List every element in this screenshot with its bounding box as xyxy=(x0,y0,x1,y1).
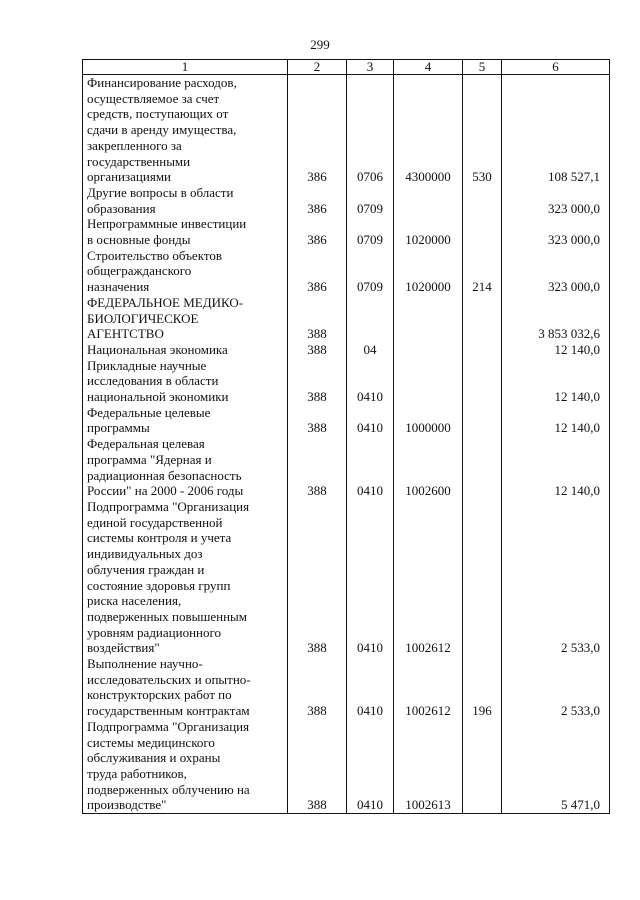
ministry-code-cell: 388 xyxy=(288,499,347,656)
row-name-cell: Федеральная целевая программа "Ядерная и радиационная безопасность России" на 2000 - 2006 годы xyxy=(83,436,288,499)
budget-table xyxy=(82,59,610,814)
column-header-2: 2 xyxy=(288,60,347,75)
section-code-cell: 0410 xyxy=(347,499,394,656)
target-item-cell: 1020000 xyxy=(394,216,463,247)
expense-type-cell: 196 xyxy=(463,656,502,719)
amount-cell: 12 140,0 xyxy=(502,436,610,499)
page-number: 299 xyxy=(310,37,330,52)
column-header-6: 6 xyxy=(502,60,610,75)
expense-type-cell: 530 xyxy=(463,75,502,185)
table-row xyxy=(83,75,610,185)
section-code-cell: 0410 xyxy=(347,656,394,719)
row-name-cell: Национальная экономика xyxy=(83,342,288,358)
section-code-cell: 0410 xyxy=(347,436,394,499)
row-name-cell: Подпрограмма "Организация единой государственной системы контроля и учета индивидуальных доз облучения граждан и состояние здоровья групп риска населения, подверженных повышенным уровням радиационного воздействия" xyxy=(83,499,288,656)
section-code-cell: 0709 xyxy=(347,185,394,216)
expense-type-cell xyxy=(463,436,502,499)
section-code-cell xyxy=(347,295,394,342)
section-code-cell: 0410 xyxy=(347,719,394,814)
amount-cell: 323 000,0 xyxy=(502,185,610,216)
table-row xyxy=(83,295,610,342)
ministry-code-cell: 388 xyxy=(288,719,347,814)
table-row xyxy=(83,185,610,216)
column-header-3: 3 xyxy=(347,60,394,75)
row-name-cell: Другие вопросы в области образования xyxy=(83,185,288,216)
section-code-cell: 04 xyxy=(347,342,394,358)
target-item-cell xyxy=(394,295,463,342)
ministry-code-cell: 388 xyxy=(288,405,347,436)
ministry-code-cell: 388 xyxy=(288,436,347,499)
target-item-cell: 1002612 xyxy=(394,499,463,656)
table-row xyxy=(83,216,610,247)
section-code-cell: 0706 xyxy=(347,75,394,185)
expense-type-cell: 214 xyxy=(463,248,502,295)
ministry-code-cell: 386 xyxy=(288,248,347,295)
amount-cell: 5 471,0 xyxy=(502,719,610,814)
row-name-cell: Непрограммные инвестиции в основные фонды xyxy=(83,216,288,247)
table-row xyxy=(83,719,610,814)
table-row xyxy=(83,499,610,656)
ministry-code-cell: 386 xyxy=(288,185,347,216)
row-name-cell: ФЕДЕРАЛЬНОЕ МЕДИКО- БИОЛОГИЧЕСКОЕ АГЕНТСТВО xyxy=(83,295,288,342)
expense-type-cell xyxy=(463,342,502,358)
table-row xyxy=(83,342,610,358)
expense-type-cell xyxy=(463,499,502,656)
amount-cell: 2 533,0 xyxy=(502,656,610,719)
amount-cell: 12 140,0 xyxy=(502,342,610,358)
table-row xyxy=(83,248,610,295)
column-header-4: 4 xyxy=(394,60,463,75)
amount-cell: 12 140,0 xyxy=(502,358,610,405)
ministry-code-cell: 386 xyxy=(288,216,347,247)
row-name-cell: Строительство объектов общегражданского назначения xyxy=(83,248,288,295)
table-row xyxy=(83,358,610,405)
row-name-cell: Федеральные целевые программы xyxy=(83,405,288,436)
target-item-cell: 1002612 xyxy=(394,656,463,719)
target-item-cell xyxy=(394,358,463,405)
ministry-code-cell: 388 xyxy=(288,342,347,358)
target-item-cell xyxy=(394,342,463,358)
table-header-row xyxy=(83,60,610,75)
amount-cell: 108 527,1 xyxy=(502,75,610,185)
target-item-cell: 4300000 xyxy=(394,75,463,185)
section-code-cell: 0410 xyxy=(347,358,394,405)
target-item-cell: 1000000 xyxy=(394,405,463,436)
expense-type-cell xyxy=(463,719,502,814)
table-row xyxy=(83,656,610,719)
section-code-cell: 0410 xyxy=(347,405,394,436)
ministry-code-cell: 388 xyxy=(288,295,347,342)
amount-cell: 3 853 032,6 xyxy=(502,295,610,342)
row-name-cell: Выполнение научно- исследовательских и опытно- конструкторских работ по государственным контрактам xyxy=(83,656,288,719)
target-item-cell xyxy=(394,185,463,216)
section-code-cell: 0709 xyxy=(347,248,394,295)
amount-cell: 323 000,0 xyxy=(502,248,610,295)
amount-cell: 12 140,0 xyxy=(502,405,610,436)
amount-cell: 2 533,0 xyxy=(502,499,610,656)
expense-type-cell xyxy=(463,185,502,216)
row-name-cell: Подпрограмма "Организация системы медицинского обслуживания и охраны труда работников, подверженных облучению на производстве" xyxy=(83,719,288,814)
target-item-cell: 1020000 xyxy=(394,248,463,295)
expense-type-cell xyxy=(463,405,502,436)
expense-type-cell xyxy=(463,358,502,405)
section-code-cell: 0709 xyxy=(347,216,394,247)
row-name-cell: Финансирование расходов, осуществляемое за счет средств, поступающих от сдачи в аренду имущества, закрепленного за государственными организациями xyxy=(83,75,288,185)
table-row xyxy=(83,405,610,436)
ministry-code-cell: 388 xyxy=(288,656,347,719)
row-name-cell: Прикладные научные исследования в области национальной экономики xyxy=(83,358,288,405)
ministry-code-cell: 388 xyxy=(288,358,347,405)
amount-cell: 323 000,0 xyxy=(502,216,610,247)
ministry-code-cell: 386 xyxy=(288,75,347,185)
expense-type-cell xyxy=(463,295,502,342)
column-header-1: 1 xyxy=(83,60,288,75)
table-row xyxy=(83,436,610,499)
expense-type-cell xyxy=(463,216,502,247)
target-item-cell: 1002613 xyxy=(394,719,463,814)
target-item-cell: 1002600 xyxy=(394,436,463,499)
column-header-5: 5 xyxy=(463,60,502,75)
